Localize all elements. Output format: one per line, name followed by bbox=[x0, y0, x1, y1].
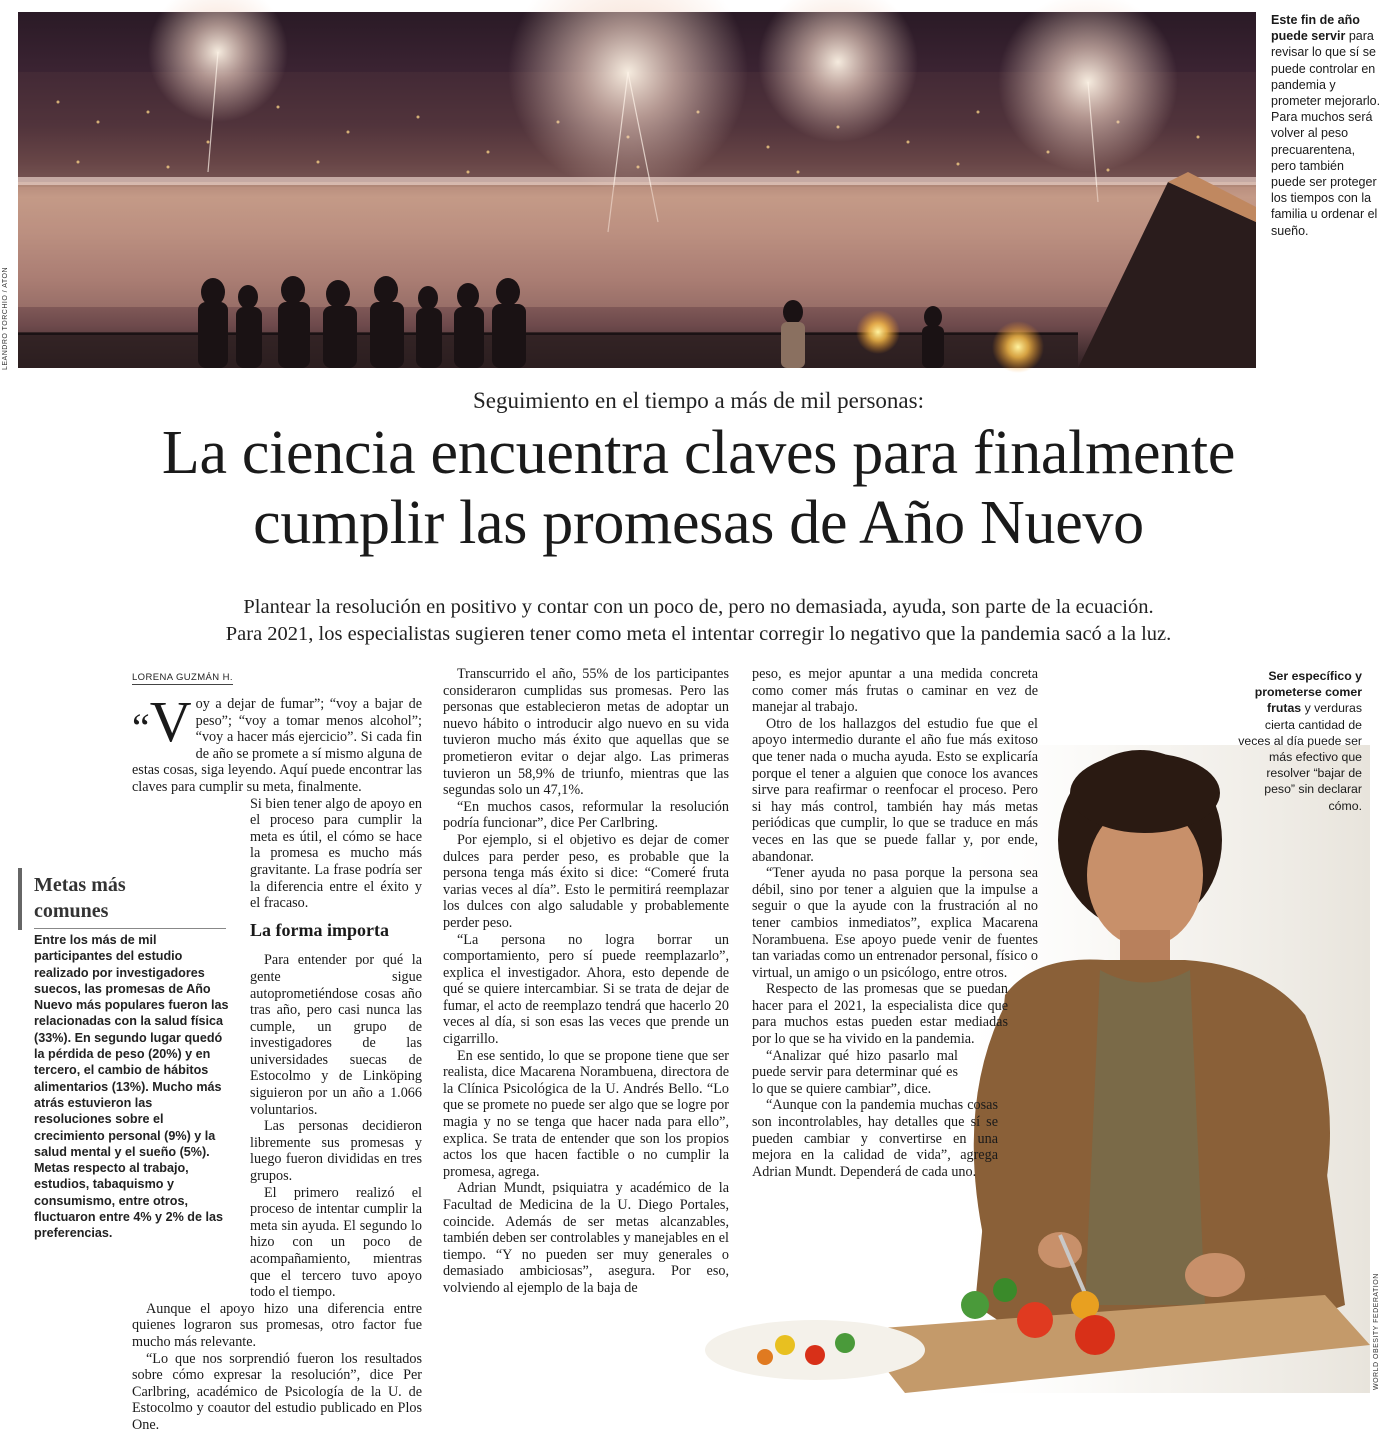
sidebar-box bbox=[18, 862, 240, 1250]
sidebar-title: Metas más comunes bbox=[34, 874, 126, 922]
article-paragraph: Respecto de las promesas que se puedan hacer para el 2021, la especialista dice que para muchos estas pueden estar mediadas por lo que se ha vivido en la pandemia. bbox=[752, 981, 1008, 1048]
article-paragraph: Si bien tener algo de apoyo en el proceso para cumplir la meta es útil, el cómo se hace la promesa es mucho más gravitante. La frase podría ser la diferencia entre el éxito y el fracaso. bbox=[250, 795, 422, 912]
article-paragraph: Otro de los hallazgos del estudio fue que el apoyo intermedio durante el año fue más exitoso que tener nada o mucha ayuda. Esto se explicaría porque el tener a alguien que conoce los avances sirve para reafirmar o reenfocar el proceso. Pero si hay más control, también hay más metas periódicas que cumplir, lo que se traduce en más veces en las que se puede fallar y, por ende, abandonar. bbox=[752, 715, 1038, 865]
article-paragraph: En ese sentido, lo que se propone tiene que ser realista, dice Macarena Norambuena, directora de la Clínica Psicológica de la U. Andrés Bello. “Lo que se promete no puede ser algo que se logre por magia y no se tenga que hacer nada para ello”, explica. Se trata de entender que son los propios actos los que hacen factible o no cumplir la promesa, agrega. bbox=[443, 1047, 729, 1180]
article-paragraph: “Lo que nos sorprendió fueron los resultados sobre cómo expresar la resolución”, dice Per Carlbring, académico de Psicología de la U. de Estocolmo y coautor del estudio publicado en Plos One. bbox=[132, 1350, 422, 1433]
article-paragraph: El primero realizó el proceso de intentar cumplir la meta sin ayuda. El segundo lo hizo con un poco de acompañamiento, mientras que el tercero tuvo apoyo todo el tiempo. bbox=[250, 1184, 422, 1301]
article-paragraph: Transcurrido el año, 55% de los participantes consideraron cumplidas sus promesas. Pero las personas que establecieron metas de adoptar un nuevo hábito o introducir algo nuevo en su vida tuvieron mucho más éxito que aquellas que se prometieron evitar o dejar algo. Las primeras tuvieron un 58,9% de triunfo, mientras que las segundas solo un 47,1%. bbox=[443, 666, 729, 799]
woman-photo-credit: WORLD OBESITY FEDERATION bbox=[1373, 1273, 1380, 1390]
article-paragraph: Las personas decidieron libremente sus promesas y luego fueron divididas en tres grupos. bbox=[250, 1118, 422, 1185]
kicker: Seguimiento en el tiempo a más de mil personas: bbox=[473, 388, 924, 413]
article-paragraph: “Tener ayuda no pasa porque la persona sea débil, sino por tener a alguien que la impulse a seguir o que la ayude con la frustración al no tener cambios inmediatos”, explica Macarena Norambuena. Ese apoyo puede venir de fuentes tan variadas como un entrenador personal, físico o virtual, un amigo o un psicólogo, entre otros. bbox=[752, 865, 1039, 981]
article-paragraph: peso, es mejor apuntar a una medida concreta como comer más frutas o caminar en vez de manejar al trabajo. bbox=[752, 666, 1038, 716]
top-photo-credit: LEANDRO TORCHIO / ATON bbox=[2, 266, 9, 370]
article-lead-paragraph: “V oy a dejar de fumar”; “voy a bajar de peso”; “voy a tomar menos alcohol”; “voy a hacer más ejercicio”. Si cada fin de año se promete a sí mismo alguna de estas cosas, siga leyendo. Aquí puede encontrar las claves para cumplir su meta, finalmente. bbox=[132, 689, 422, 795]
right-caption-lead: Ser específico y prometerse comer frutas bbox=[1254, 669, 1362, 716]
byline: LORENA GUZMÁN H. bbox=[132, 672, 233, 683]
article-paragraph: Por ejemplo, si el objetivo es dejar de comer dulces para perder peso, es probable que la persona tenga más éxito si dice: “Comeré fruta varias veces al día”. Esto le permitirá reemplazar los dulces con algo saludable y probablemente perder peso. bbox=[443, 831, 729, 931]
right-caption-text: y verduras cierta cantidad de veces al día puede ser más efectivo que resolver “bajar de peso” sin declarar cómo. bbox=[1238, 701, 1362, 813]
article-column-3 bbox=[752, 666, 1038, 1180]
article-column-2 bbox=[443, 666, 729, 1297]
article-paragraph: Adrian Mundt, psiquiatra y académico de la Facultad de Medicina de la U. Diego Portales, coincide. Además de ser metas alcanzables, también deben ser controlables y manejables en el tiempo. “Y no pueden ser muy generales o demasiado ambiciosas”, asegura. Por eso, volviendo al ejemplo de la baja de bbox=[443, 1180, 729, 1296]
fireworks-photo bbox=[18, 12, 1256, 368]
top-photo-caption bbox=[1271, 12, 1381, 239]
deck-line-2: Para 2021, los especialistas sugieren tener como meta el intentar corregir lo negativo que la pandemia sacó a la luz. bbox=[225, 623, 1172, 645]
top-caption-lead: Este fin de año puede servir bbox=[1271, 13, 1360, 44]
article-paragraph: Aunque el apoyo hizo una diferencia entre quienes lograron sus promesas, otro factor fue mucho más relevante. bbox=[132, 1300, 422, 1350]
drop-cap: “V bbox=[132, 689, 192, 754]
article-paragraph: “La persona no logra borrar un comportamiento, pero sí puede reemplazarlo”, explica el investigador. Ahora, esto depende de qué se quiere intercambiar. Si se trata de dejar de fumar, el acto de reemplazo tendrá que hacerlo 20 veces al día, si son esas las veces que prende un cigarrillo. bbox=[443, 931, 729, 1048]
top-caption-text: para revisar lo que sí se puede controlar en pandemia y prometer mejorarlo. Para muchos será volver al peso precuarentena, pero también puede ser proteger los tiempos con la familia u ordenar el sueño. bbox=[1271, 29, 1381, 238]
article-paragraph: Para entender por qué la gente sigue autoprometiéndose cosas año tras año, pero casi nunca las cumple, un grupo de investigadores de las universidades suecas de Estocolmo y de Linköping siguieron por un año a 1.066 voluntarios. bbox=[250, 952, 422, 1118]
deck-line-1: Plantear la resolución en positivo y contar con un poco de, pero no demasiada, ayuda, son parte de la ecuación. bbox=[243, 596, 1154, 618]
article-paragraph: “En muchos casos, reformular la resolución podría funcionar”, dice Per Carlbring. bbox=[443, 798, 729, 832]
article-paragraph: “Analizar qué hizo pasarlo mal puede servir para determinar qué es lo que se quiere cambiar”, dice. bbox=[752, 1047, 958, 1097]
article-paragraph: “Aunque con la pandemia muchas cosas son incontrolables, hay detalles que sí se pueden cambiar y convertirse en una mejora en la calidad de vida”, agrega Adrian Mundt. Dependerá de cada uno. bbox=[752, 1097, 998, 1180]
sidebar-body: Entre los más de mil participantes del estudio realizado por investigadores suecos, las promesas de Año Nuevo más populares fueron las relacionadas con la salud física (33%). En segundo lugar quedó la pérdida de peso (20%) y en tercero, el cambio de hábitos alimentarios (13%). Mucho más atrás estuvieron las resoluciones sobre el crecimiento personal (9%) y la salud mental y el sueño (5%). Metas respecto al trabajo, estudios, tabaquismo y consumismo, entre otros, fluctuaron entre 4% y 2% de las preferencias. bbox=[34, 933, 229, 1241]
sidebar-accent-bar bbox=[18, 868, 22, 930]
deck bbox=[0, 594, 1397, 648]
headline-line-2: cumplir las promesas de Año Nuevo bbox=[253, 489, 1144, 557]
sidebar-divider bbox=[34, 928, 226, 929]
headline-line-1: La ciencia encuentra claves para finalmente bbox=[161, 419, 1236, 487]
subhead: La forma importa bbox=[250, 919, 389, 940]
woman-photo-caption bbox=[1236, 668, 1362, 814]
headline bbox=[0, 418, 1397, 558]
